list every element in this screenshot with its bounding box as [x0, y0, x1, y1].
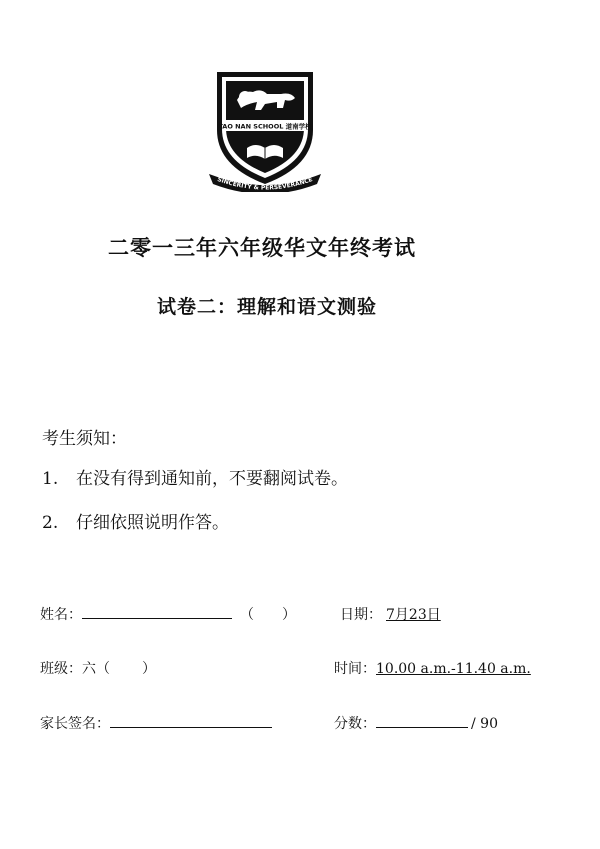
time-field — [334, 658, 531, 678]
class-number-paren-close: ） — [282, 607, 296, 623]
name-blank[interactable] — [82, 606, 232, 619]
school-crest-logo — [207, 68, 323, 192]
crest-motto: SINCERITY & PERSEVERANCE — [216, 176, 314, 192]
paper-subtitle: 试卷二：理解和语文测验 — [156, 296, 377, 318]
instruction-item — [42, 464, 348, 489]
date-field — [340, 604, 441, 624]
parent-signature-label: 家长签名： — [40, 716, 110, 732]
class-number-paren-open: （ — [240, 607, 254, 623]
class-label: 班级：六（ — [40, 661, 110, 677]
date-value: 7月23日 — [386, 607, 441, 623]
instructions-heading: 考生须知： — [42, 429, 127, 449]
score-label: 分数： — [334, 716, 376, 732]
parent-signature-field — [40, 713, 272, 733]
score-total: / 90 — [471, 716, 498, 732]
instruction-number: 1. — [42, 469, 59, 489]
instruction-number: 2. — [42, 513, 59, 533]
class-field — [40, 658, 156, 678]
instruction-text: 仔细依照说明作答。 — [76, 513, 229, 533]
name-label: 姓名： — [40, 607, 82, 623]
time-label: 时间： — [334, 661, 376, 677]
class-paren-close: ） — [142, 661, 156, 677]
instruction-text: 在没有得到通知前，不要翻阅试卷。 — [76, 469, 348, 489]
score-field — [334, 713, 498, 733]
parent-signature-blank[interactable] — [110, 715, 272, 728]
date-label: 日期： — [340, 607, 382, 623]
score-blank[interactable] — [376, 715, 468, 728]
crest-school-name: TAO NAN SCHOOL 道南学校 — [218, 122, 312, 131]
instruction-item — [42, 508, 229, 533]
time-value: 10.00 a.m.-11.40 a.m. — [376, 661, 531, 677]
exam-title: 二零一三年六年级华文年终考试 — [108, 235, 416, 260]
name-field — [40, 604, 296, 624]
